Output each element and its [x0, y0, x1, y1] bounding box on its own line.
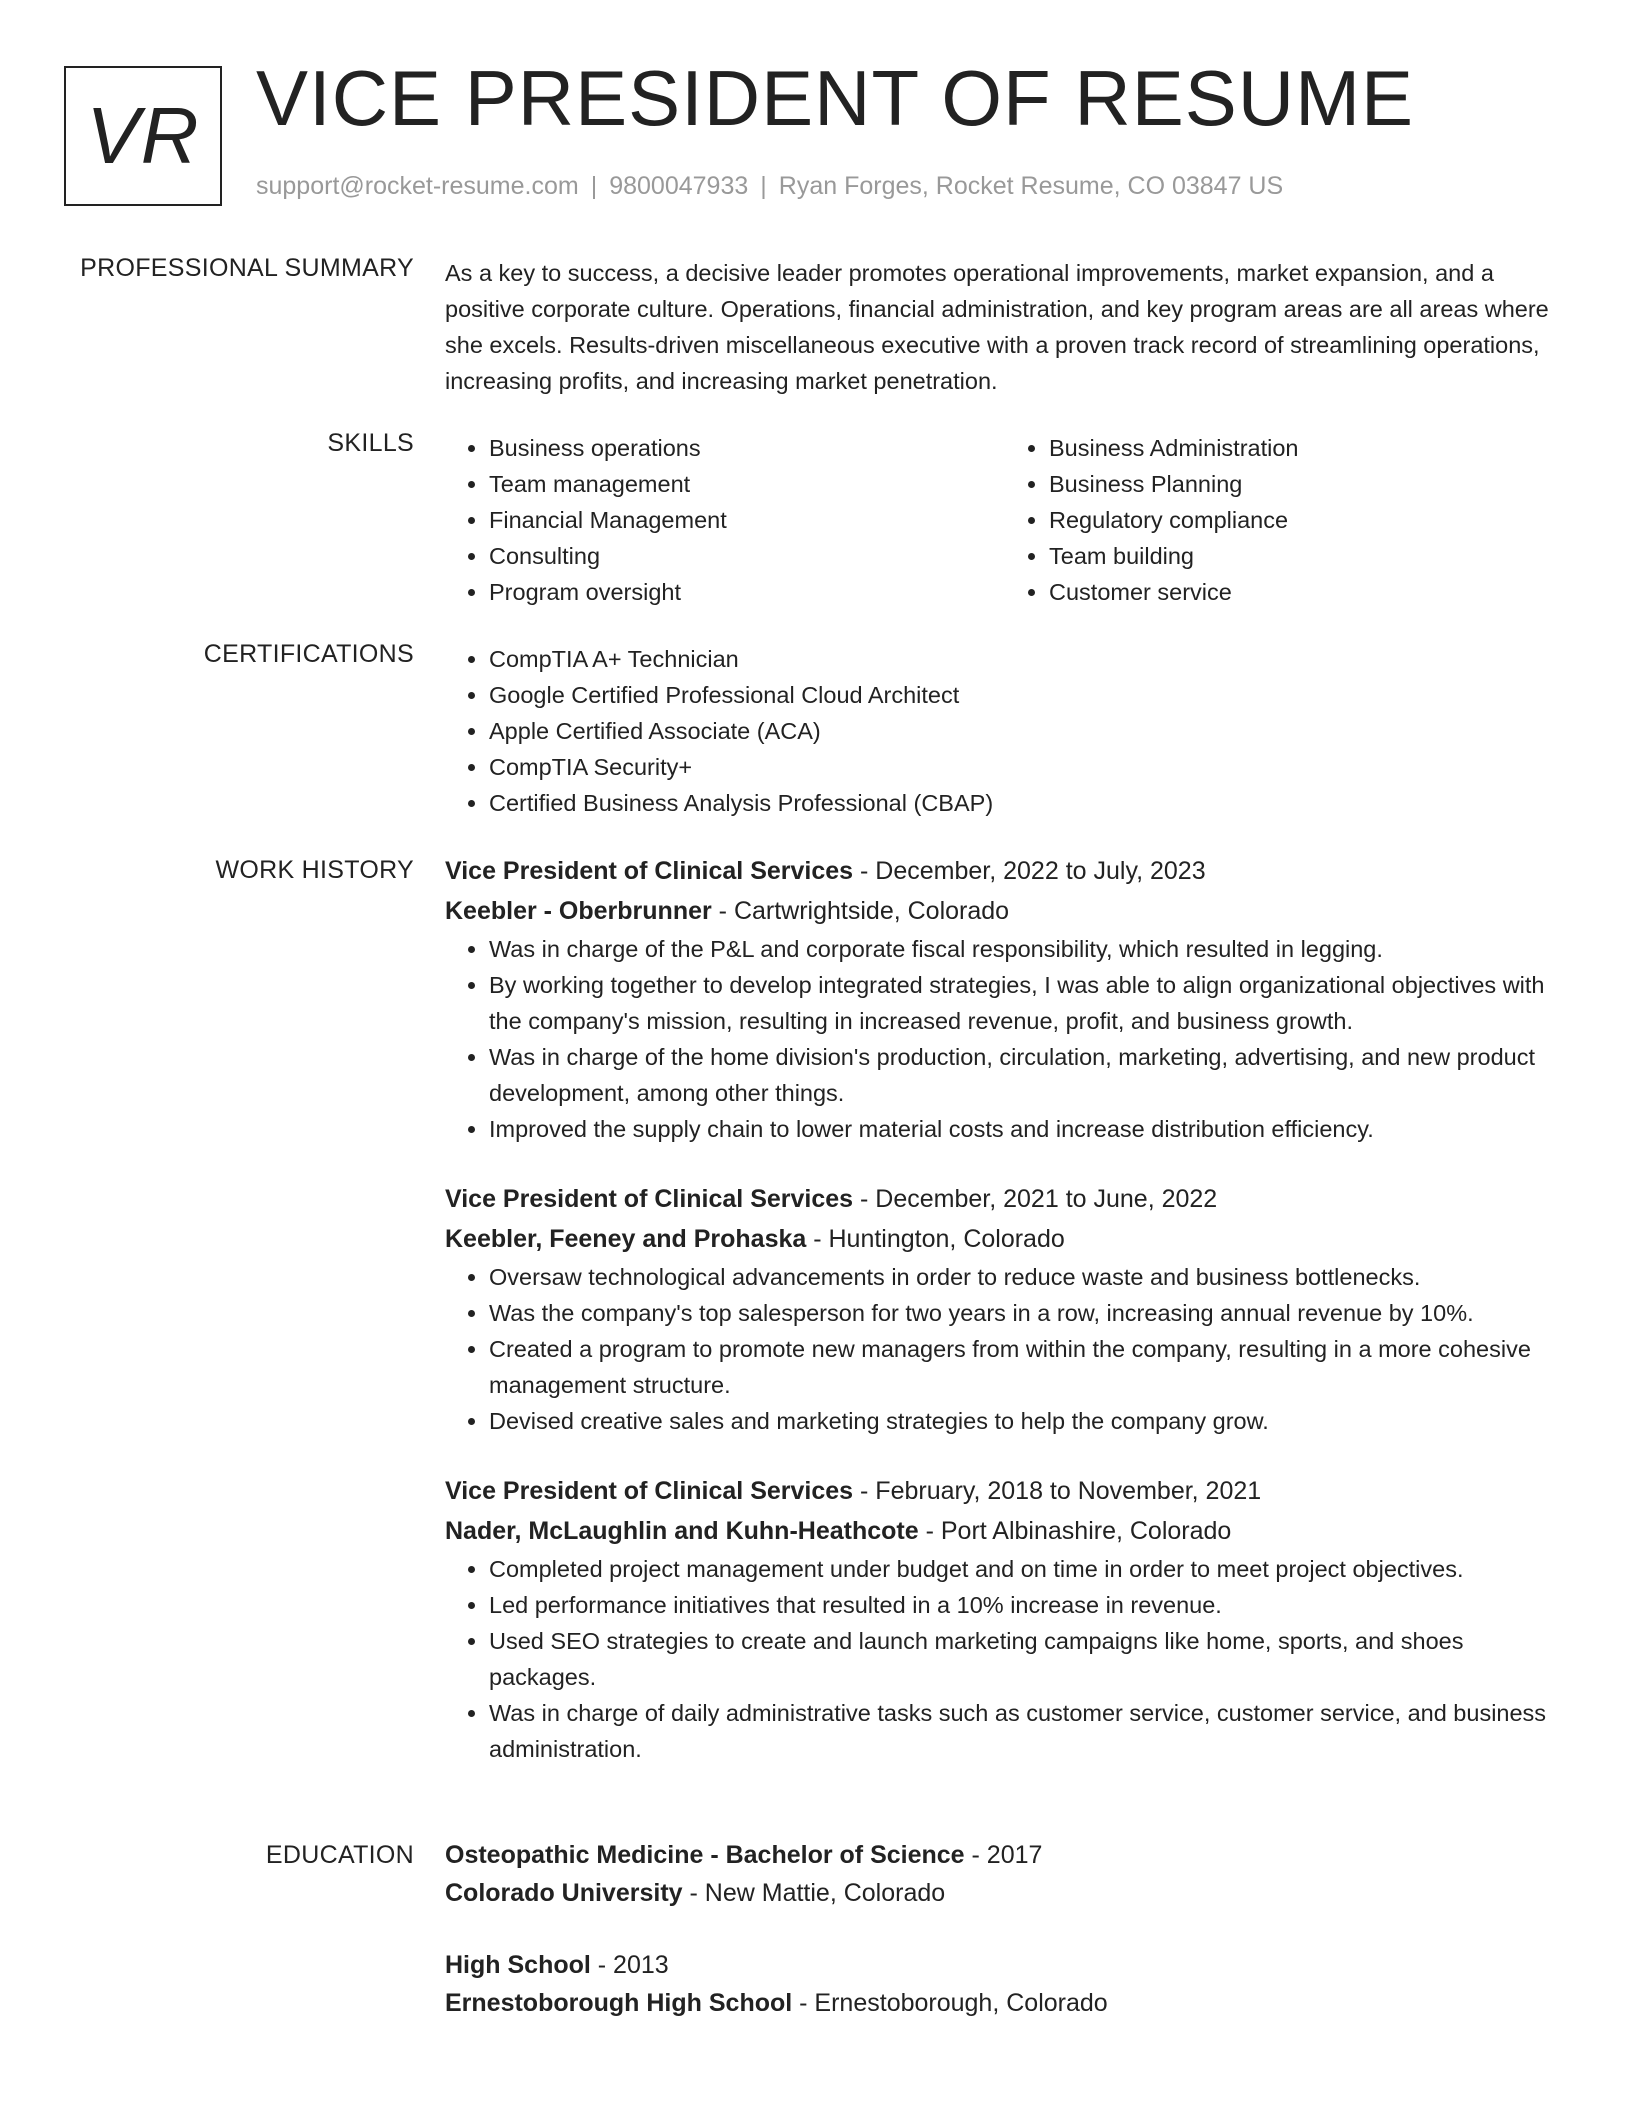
education-body	[445, 1836, 1565, 2056]
job-role: Vice President of Clinical Services	[445, 1185, 854, 1213]
education-school-line	[445, 1874, 1565, 1912]
job-location: - Huntington, Colorado	[806, 1225, 1065, 1253]
job-bullet: • Created a program to promote new managers from within the company, resulting in a more cohesive management structure.	[489, 1331, 1565, 1403]
job-bullet: • Was the company's top salesperson for two years in a row, increasing annual revenue by 10%.	[489, 1295, 1565, 1331]
education-location: - Ernestoborough, Colorado	[792, 1989, 1108, 2017]
contact-separator: |	[590, 172, 598, 200]
skills-list-right	[1005, 430, 1565, 610]
certification-item: • Google Certified Professional Cloud Architect	[489, 677, 1565, 713]
job-location: - Cartwrightside, Colorado	[711, 897, 1010, 925]
section-label-education: EDUCATION	[265, 1841, 414, 1869]
job-entry	[445, 1471, 1565, 1767]
job-bullets	[445, 931, 1565, 1147]
job-bullet: • Improved the supply chain to lower material costs and increase distribution efficiency.	[489, 1111, 1565, 1147]
job-location: - Port Albinashire, Colorado	[918, 1517, 1232, 1545]
job-bullet: • Led performance initiatives that resulted in a 10% increase in revenue.	[489, 1587, 1565, 1623]
skills-list-left	[445, 430, 1005, 610]
work-history-body	[445, 851, 1565, 1799]
skill-item: • Financial Management	[489, 502, 1005, 538]
education-degree-line	[445, 1836, 1565, 1874]
job-company: Keebler - Oberbrunner	[445, 897, 712, 925]
page-title: VICE PRESIDENT OF RESUME	[256, 54, 1415, 142]
skill-item: • Team management	[489, 466, 1005, 502]
education-year: - 2013	[590, 1951, 669, 1979]
job-bullet: • Used SEO strategies to create and launch marketing campaigns like home, sports, and shoes packages.	[489, 1623, 1565, 1695]
job-bullet: • By working together to develop integrated strategies, I was able to align organizational objectives with the company's mission, resulting in increased revenue, profit, and business growth.	[489, 967, 1565, 1039]
education-degree: Osteopathic Medicine - Bachelor of Science	[445, 1841, 965, 1869]
skill-item: • Consulting	[489, 538, 1005, 574]
job-entry	[445, 1179, 1565, 1439]
certification-item: • CompTIA Security+	[489, 749, 1565, 785]
certification-item: • Apple Certified Associate (ACA)	[489, 713, 1565, 749]
education-location: - New Mattie, Colorado	[682, 1879, 946, 1907]
certification-item: • CompTIA A+ Technician	[489, 641, 1565, 677]
job-entry	[445, 851, 1565, 1147]
section-label-skills: SKILLS	[327, 429, 414, 457]
education-year: - 2017	[964, 1841, 1043, 1869]
job-bullet: • Devised creative sales and marketing strategies to help the company grow.	[489, 1403, 1565, 1439]
education-school: Colorado University	[445, 1879, 683, 1907]
job-role: Vice President of Clinical Services	[445, 857, 854, 885]
job-role: Vice President of Clinical Services	[445, 1477, 854, 1505]
job-bullet: • Was in charge of the home division's production, circulation, marketing, advertising, and new product development, among other things.	[489, 1039, 1565, 1111]
job-title-line	[445, 1179, 1565, 1219]
monogram-initials: VR	[86, 91, 200, 180]
certifications-body	[445, 641, 1565, 821]
skill-item: • Business Administration	[1049, 430, 1565, 466]
education-degree-line	[445, 1946, 1565, 1984]
education-entry	[445, 1836, 1565, 1912]
education-degree: High School	[445, 1951, 591, 1979]
skill-item: • Team building	[1049, 538, 1565, 574]
skills-grid	[445, 430, 1565, 610]
job-bullets	[445, 1259, 1565, 1439]
job-company-line	[445, 1219, 1565, 1259]
skill-item: • Business operations	[489, 430, 1005, 466]
job-title-line	[445, 851, 1565, 891]
job-bullet: • Oversaw technological advancements in order to reduce waste and business bottlenecks.	[489, 1259, 1565, 1295]
education-school-line	[445, 1984, 1565, 2022]
education-entry	[445, 1946, 1565, 2022]
job-title-line	[445, 1471, 1565, 1511]
skill-item: • Regulatory compliance	[1049, 502, 1565, 538]
skill-item: • Business Planning	[1049, 466, 1565, 502]
job-dates: - February, 2018 to November, 2021	[853, 1477, 1262, 1505]
job-dates: - December, 2021 to June, 2022	[853, 1185, 1218, 1213]
skill-item: • Customer service	[1049, 574, 1565, 610]
certification-item: • Certified Business Analysis Professional (CBAP)	[489, 785, 1565, 821]
monogram-box	[64, 66, 222, 206]
job-company: Nader, McLaughlin and Kuhn-Heathcote	[445, 1517, 919, 1545]
section-label-certifications: CERTIFICATIONS	[203, 640, 414, 668]
contact-phone[interactable]: 9800047933	[609, 172, 749, 200]
job-company-line	[445, 1511, 1565, 1551]
certifications-list	[445, 641, 1565, 821]
job-company: Keebler, Feeney and Prohaska	[445, 1225, 807, 1253]
contact-separator: |	[760, 172, 767, 200]
job-bullet: • Completed project management under budget and on time in order to meet project objectives.	[489, 1551, 1565, 1587]
job-bullet: • Was in charge of the P&L and corporate fiscal responsibility, which resulted in legging.	[489, 931, 1565, 967]
job-company-line	[445, 891, 1565, 931]
education-school: Ernestoborough High School	[445, 1989, 793, 2017]
contact-line	[256, 172, 1283, 201]
job-bullet: • Was in charge of daily administrative tasks such as customer service, customer service, and business administration.	[489, 1695, 1565, 1767]
section-label-work-history: WORK HISTORY	[215, 856, 414, 884]
job-dates: - December, 2022 to July, 2023	[853, 857, 1206, 885]
contact-address: Ryan Forges, Rocket Resume, CO 03847 US	[778, 172, 1284, 200]
contact-email[interactable]: support@rocket-resume.com	[256, 172, 579, 200]
summary-text: As a key to success, a decisive leader promotes operational improvements, market expansion, and a positive corporate culture. Operations, financial administration, and key program areas are all areas where she excels. Results-driven miscellaneous executive with a proven track record of streamlining operations, increasing profits, and increasing market penetration.	[445, 260, 1549, 394]
section-label-summary: PROFESSIONAL SUMMARY	[80, 254, 414, 282]
skill-item: • Program oversight	[489, 574, 1005, 610]
job-bullets	[445, 1551, 1565, 1767]
